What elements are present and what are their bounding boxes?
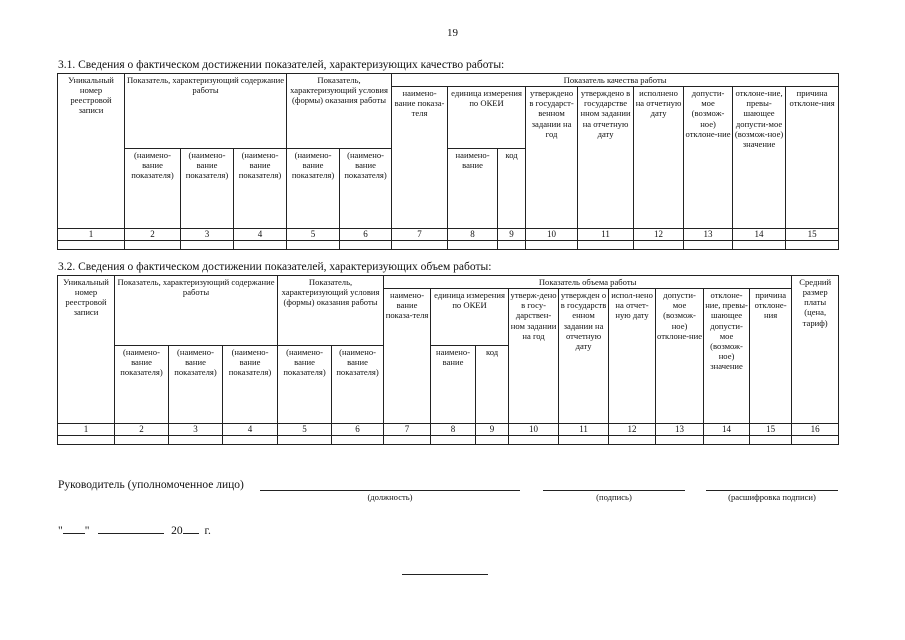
section-3-1-title: 3.1. Сведения о фактическом достижении показателей, характеризующих качество работы: (58, 59, 505, 71)
col-unit-name: наимено-вание (448, 149, 498, 229)
col-num: 14 (704, 424, 750, 436)
month-blank[interactable] (98, 522, 164, 534)
col-indicator-name: наимено-вание показа-теля (384, 289, 431, 424)
col-approved-date: утвержден о в государств енном задании на отчетную дату (559, 289, 609, 424)
col-unit-code: код (498, 149, 526, 229)
open-quote: " (58, 525, 63, 537)
col-num: 15 (750, 424, 792, 436)
col-num: 7 (384, 424, 431, 436)
col-unit-okei: единица измерения по ОКЕИ (431, 289, 509, 346)
col-num: 2 (125, 229, 181, 241)
col-unit-code: код (476, 346, 509, 424)
position-line[interactable] (260, 490, 520, 491)
col-num: 6 (332, 424, 384, 436)
col-num: 4 (234, 229, 287, 241)
content-indicator-3: (наимено-вание показателя) (223, 346, 278, 424)
col-num: 9 (476, 424, 509, 436)
col-unit-name: наимено-вание (431, 346, 476, 424)
col-conditions-header: Показатель, характеризующий условия (формы) оказания работы (278, 276, 384, 346)
condition-indicator-1: (наимено-вание показателя) (278, 346, 332, 424)
column-numbers-row (58, 229, 839, 241)
col-num: 15 (786, 229, 839, 241)
col-num: 14 (733, 229, 786, 241)
col-unit-okei: единица измерения по ОКЕИ (448, 87, 526, 149)
empty-data-row (58, 435, 839, 444)
col-num: 2 (115, 424, 169, 436)
col-approved-date: утверждено в государстве нном задании на отчетную дату (578, 87, 634, 229)
col-unique-header: Уникальный номер реестровой записи (58, 74, 125, 229)
content-indicator-2: (наимено-вание показателя) (181, 149, 234, 229)
footer-rule (402, 574, 488, 575)
position-caption: (должность) (367, 492, 413, 502)
column-numbers-row (58, 424, 839, 436)
col-num: 13 (684, 229, 733, 241)
col-average-price: Средний размер платы (цена, тариф) (792, 276, 839, 424)
col-num: 3 (169, 424, 223, 436)
col-num: 1 (58, 424, 115, 436)
col-conditions-header: Показатель, характеризующий условия (формы) оказания работы (287, 74, 392, 149)
col-num: 13 (656, 424, 704, 436)
col-quality-header: Показатель качества работы (392, 74, 839, 87)
year-suffix: г. (204, 525, 211, 537)
condition-indicator-1: (наимено-вание показателя) (287, 149, 340, 229)
col-num: 12 (609, 424, 656, 436)
col-excess-deviation: отклоне-ние, превы-шающее допусти-мое (возмож-ное) значение (733, 87, 786, 229)
col-done: исполнено на отчетную дату (634, 87, 684, 229)
col-approved-year: утверждено в государст-венном задании на год (526, 87, 578, 229)
quality-table (57, 73, 839, 250)
section-3-2-title: 3.2. Сведения о фактическом достижении показателей, характеризующих объем работы: (58, 261, 492, 273)
col-num: 11 (578, 229, 634, 241)
empty-data-row (58, 240, 839, 249)
col-num: 10 (509, 424, 559, 436)
col-num: 8 (448, 229, 498, 241)
volume-table (57, 275, 839, 445)
signature-line[interactable] (543, 490, 685, 491)
day-blank[interactable] (63, 522, 85, 534)
condition-indicator-2: (наимено-вание показателя) (332, 346, 384, 424)
col-content-header: Показатель, характеризующий содержание работы (115, 276, 278, 346)
col-deviation-reason: причина отклоне-ния (786, 87, 839, 229)
col-num: 7 (392, 229, 448, 241)
col-num: 5 (278, 424, 332, 436)
col-unique-header: Уникальный номер реестровой записи (58, 276, 115, 424)
year-blank[interactable] (183, 522, 199, 534)
col-deviation-reason: причина отклоне-ния (750, 289, 792, 424)
col-allowed-deviation: допусти-мое (возмож-ное) отклоне-ние (684, 87, 733, 229)
col-allowed-deviation: допусти-мое (возмож-ное) отклоне-ние (656, 289, 704, 424)
col-num: 1 (58, 229, 125, 241)
col-num: 9 (498, 229, 526, 241)
content-indicator-3: (наимено-вание показателя) (234, 149, 287, 229)
content-indicator-1: (наимено-вание показателя) (125, 149, 181, 229)
col-content-header: Показатель, характеризующий содержание работы (125, 74, 287, 149)
col-volume-header: Показатель объема работы (384, 276, 792, 289)
content-indicator-1: (наимено-вание показателя) (115, 346, 169, 424)
col-num: 16 (792, 424, 839, 436)
col-num: 12 (634, 229, 684, 241)
col-done: испол-нено на отчет-ную дату (609, 289, 656, 424)
condition-indicator-2: (наимено-вание показателя) (340, 149, 392, 229)
col-num: 10 (526, 229, 578, 241)
col-num: 6 (340, 229, 392, 241)
col-approved-year: утверж-дено в госу-дарствен-ном задании на год (509, 289, 559, 424)
year-prefix: 20 (171, 525, 183, 537)
col-num: 8 (431, 424, 476, 436)
content-indicator-2: (наимено-вание показателя) (169, 346, 223, 424)
col-num: 5 (287, 229, 340, 241)
date-line (58, 522, 211, 537)
page-number: 19 (447, 27, 458, 39)
col-num: 4 (223, 424, 278, 436)
col-excess-deviation: отклоне-ние, превы-шающее допусти-мое (возмож-ное) значение (704, 289, 750, 424)
close-quote: " (84, 525, 90, 537)
decoding-line[interactable] (706, 490, 838, 491)
signature-caption: (подпись) (596, 492, 632, 502)
col-num: 11 (559, 424, 609, 436)
head-label: Руководитель (уполномоченное лицо) (58, 479, 244, 491)
col-num: 3 (181, 229, 234, 241)
decoding-caption: (расшифровка подписи) (728, 492, 816, 502)
col-indicator-name: наимено-вание показа-теля (392, 87, 448, 229)
